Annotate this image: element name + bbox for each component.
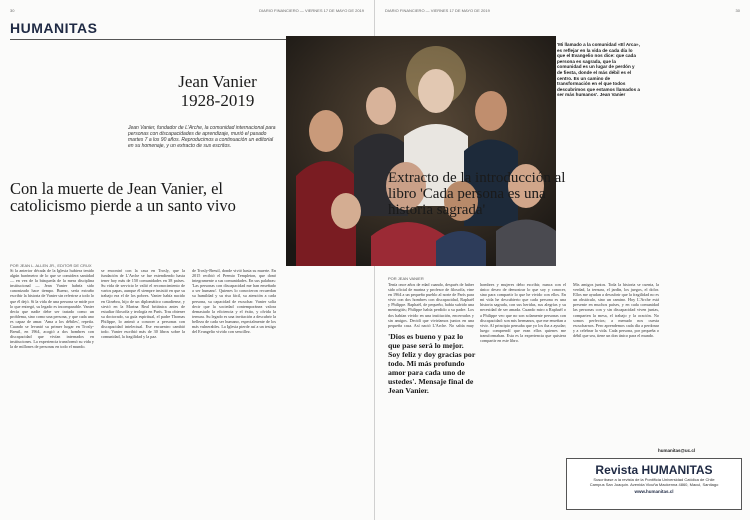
extract-column: hombres y mujeres debo escribir, nunca con el único deseo de demostrar lo que soy y conocer, sino para compartir lo que he vivido con ellos. En mi vida he descubierto que cada persona es una historia sagrada, con sus heridas, sus alegrías y su necesidad de ser amada. Cuando miro a Raphaël o a Philippe veo que no son solamente personas con discapacidad: son mis hermanos, que me enseñan a vivir. Al principio pensaba que yo los iba a ayudar; luego comprendí que eran ellos quienes me transformaban. Esta es la experiencia que quisiera compartir en este libro.: [480, 282, 566, 344]
pull-quote: 'Dios es bueno y paz lo que pase será lo mejor. Soy feliz y doy gracias por todo. Mi más profundo amor para cada uno de ustedes'. Mensaje final de Jean Vanier.: [388, 332, 476, 395]
page-number: 30: [10, 7, 15, 13]
section-title: HUMANITAS: [10, 20, 98, 36]
page-number-right: 30: [735, 7, 740, 13]
contact-email[interactable]: humanitas@uc.cl: [658, 448, 696, 453]
page-header-line: [10, 6, 364, 14]
article-column: de Trosly-Breuil, donde vivió hasta su muerte. En 2015 recibió el Premio Templeton, que donó íntegramente a sus comunidades. En sus palabras: 'Las personas con discapacidad me han enseñado a ser humano'. Quienes lo conocieron recuerdan su humildad y su risa fácil, su atención a cada persona, su capacidad de escuchar. Vanier solía decir que la sociedad contemporánea valora demasiado la eficiencia y el éxito, y olvida la ternura. Su legado es una invitación a descubrir la belleza de cada ser humano, especialmente de los más vulnerables. La Iglesia pierde así a un testigo del Evangelio vivido con sencillez.: [192, 268, 276, 335]
extract-headline: Extracto de la introducción al libro 'Cada persona es una historia sagrada': [388, 170, 566, 218]
subscription-ad[interactable]: [566, 458, 742, 510]
ad-title: Revista HUMANITAS: [595, 463, 713, 477]
main-title: [170, 72, 265, 110]
ad-line: Suscríbase a la revista de la Pontificia Universidad Católica de Chile: [593, 477, 715, 482]
article-headline: Con la muerte de Jean Vanier, el catolicismo pierde a un santo vivo: [10, 179, 236, 215]
header-date: DIARIO FINANCIERO — VIERNES 17 DE MAYO DE 2019: [259, 7, 364, 13]
extract-column: Tenía once años de edad cuando, después de haber sido oficial de marina y profesor de filosofía, vine en 1964 a un pequeño pueblo al norte de París para vivir con dos hombres con discapacidad, Raphaël y Philippe. Raphaël, de pequeño, había sufrido una meningitis; Philippe había perdido a su padre. Los dos habían vivido en una institución, encerrados y sin amigos. Decidí que viviríamos juntos en una pequeña casa. Así nació L'Arche. No sabía muy: [388, 282, 474, 328]
group-photo-image: [286, 36, 556, 266]
article-column: se encontró con la casa en Trosly, que la fundación de L'Arche se fue extendiendo hasta tener hoy más de 150 comunidades en 38 países. Su vida de servicio le valió el reconocimiento de varios papas, aunque él siempre insistió en que su trabajo era el de los pobres. Vanier había nacido en Ginebra, hijo de un diplomático canadiense, y sirvió en la Marina Real británica antes de estudiar filosofía y teología en París. Tras obtener su doctorado, su guía espiritual, el padre Thomas Philippe, lo animó a conocer a personas con discapacidad intelectual. Ese encuentro cambió todo. Vanier escribió más de 30 libros sobre la comunidad, la fragilidad y la paz.: [101, 268, 185, 340]
extract-byline: POR JEAN VANIER: [388, 276, 424, 281]
article-columns: [10, 268, 276, 508]
photo-caption: 'Mi llamado a la comunidad «El Arca», es reflejar en la vida de cada día lo que el Evangelio nos dice: que cada persona es sagrada, que la comunidad es un lugar de perdón y de fiesta, donde el más débil es el centro. Es un camino de transformación en el que todos descubrimos que estamos llamados a ser más humanos'. Jean Vanier: [557, 42, 640, 98]
ad-address: Campus San Joaquín. Avenida Vicuña Mackenna 4860, Macul, Santiago: [589, 482, 719, 487]
header-date-right: DIARIO FINANCIERO — VIERNES 17 DE MAYO DE 2019: [385, 7, 490, 13]
intro-text: Jean Vanier, fundador de L'Arche, la comunidad internacional para personas con discapacidades de aprendizaje, murió el pasado martes 7 a los 90 años. Reproducimos a continuación un editorial en su homenaje, y un extracto de sus escritos.: [128, 125, 276, 149]
group-photo: [286, 36, 556, 266]
main-title-years: 1928-2019: [180, 91, 255, 110]
main-title-name: Jean Vanier: [178, 72, 257, 91]
page-header-line-right: [385, 6, 740, 14]
article-column: Si la anterior década de la Iglesia hubiera tenido algún barómetro de lo que se considera santidad — en vez de la búsqueda de la mera disciplina institucional — Jean Vanier habría sido canonizado hace tiempo. Bueno, sería extraño escribir la historia de Vanier sin referirse a todo lo que él dejó. Si la vida de una persona se mide por lo que entregó, su legado es incomparable. Vanier decía que nadie debe ser tratado como un problema, sino como una persona, y que cada uno es capaz de amar. 'Ama a los débiles', repetía. Cuando se levantó su primer hogar en Trosly-Breuil, en 1964, acogió a dos hombres con discapacidad que vivían internados en instituciones. La experiencia transformó su vida y la de millones de personas en todo el mundo.: [10, 268, 94, 350]
extract-columns: [388, 282, 474, 328]
article-byline: POR JEAN L. ALLEN JR., EDITOR DE CRUX: [10, 263, 92, 268]
extract-column: Mis amigos juntos. Toda la historia se cuenta, la verdad, la ternura, el jardín, los juegos, el dolor. Ellos me ayudan a descubrir que la fragilidad no es un obstáculo, sino un camino. Hoy L'Arche está presente en muchos países, y en cada comunidad las personas con y sin discapacidad viven juntas, comparten la mesa, el trabajo y la oración. No somos perfectos; a menudo nos cuesta escucharnos. Pero aprendemos cada día a perdonar y a celebrar la vida. Cada persona, por pequeña o débil que sea, tiene un don único para el mundo.: [573, 282, 659, 338]
ad-url[interactable]: www.humanitas.cl: [634, 489, 674, 494]
